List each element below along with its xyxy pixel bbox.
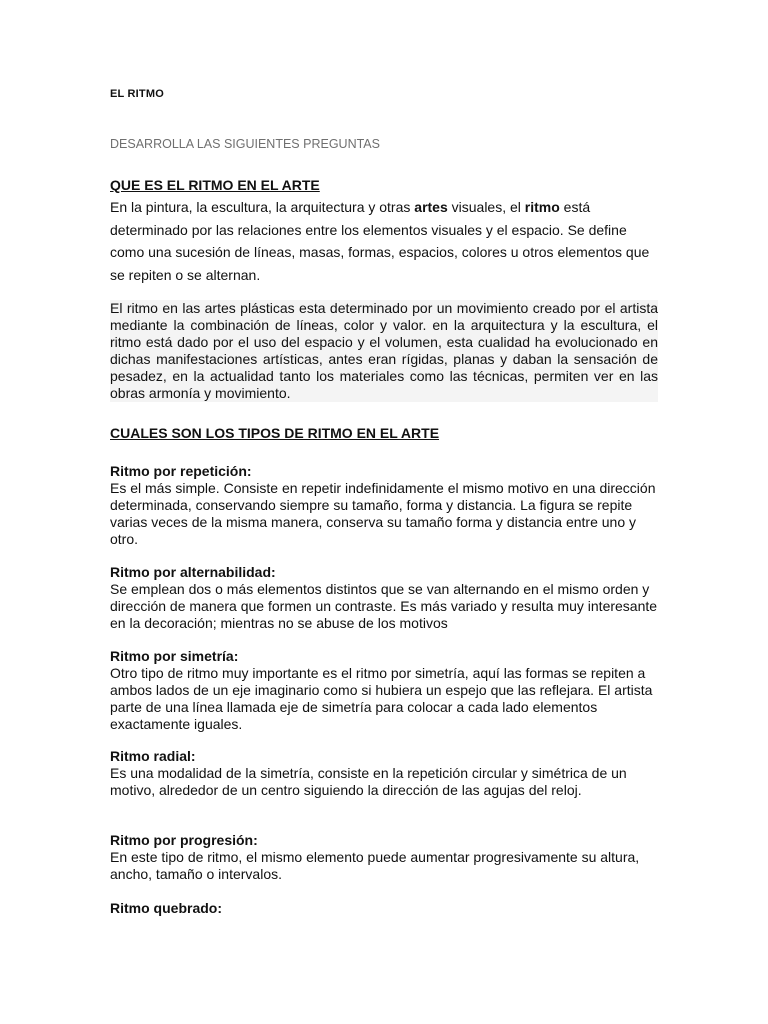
rhythm-type-body: Es una modalidad de la simetría, consiste en la repetición circular y simétrica de un motivo, alrededor de un centro siguiendo la dirección de las agujas del reloj. <box>110 765 627 798</box>
rhythm-type-heading: Ritmo por progresión: <box>110 832 258 848</box>
para1-text-3: está determinado por las relaciones entre los elementos visuales y el espacio. Se define como una sucesión de líneas, masas, formas, espacios, colores u otros elementos que se repiten o se alternan. <box>110 199 650 283</box>
rhythm-type-heading: Ritmo por simetría: <box>110 648 239 664</box>
rhythm-type-heading: Ritmo por repetición: <box>110 463 252 479</box>
answer-1-paragraph-1 <box>110 196 658 286</box>
rhythm-type-radial <box>110 748 658 799</box>
rhythm-type-heading: Ritmo quebrado: <box>110 900 222 916</box>
rhythm-type-progresion <box>110 832 658 883</box>
rhythm-type-body: Otro tipo de ritmo muy importante es el ritmo por simetría, aquí las formas se repiten a ambos lados de un eje imaginario como si hubiera un espejo que las reflejara. El artista parte de una línea llamada eje de simetría para colocar a cada lado elementos exactamente iguales. <box>110 665 653 732</box>
document-title: EL RITMO <box>110 88 164 100</box>
para1-text-1: En la pintura, la escultura, la arquitectura y otras <box>110 199 415 215</box>
rhythm-type-simetria <box>110 648 658 733</box>
para1-bold-ritmo: ritmo <box>524 199 560 215</box>
question-2-heading: CUALES SON LOS TIPOS DE RITMO EN EL ARTE <box>110 425 440 441</box>
rhythm-type-repeticion <box>110 463 658 548</box>
rhythm-type-body: Se emplean dos o más elementos distintos que se van alternando en el mismo orden y dirección de manera que formen un contraste. Es más variado y resulta muy interesante en la decoración; mientras no se abuse de los motivos <box>110 581 658 631</box>
rhythm-type-alternabilidad <box>110 564 658 632</box>
rhythm-type-body: En este tipo de ritmo, el mismo elemento puede aumentar progresivamente su altura, ancho, tamaño o intervalos. <box>110 849 640 882</box>
rhythm-type-heading: Ritmo radial: <box>110 748 196 764</box>
para1-text-2: visuales, el <box>447 199 525 215</box>
instruction-text: DESARROLLA LAS SIGUIENTES PREGUNTAS <box>110 137 380 151</box>
rhythm-type-quebrado <box>110 900 658 917</box>
rhythm-type-body: Es el más simple. Consiste en repetir indefinidamente el mismo motivo en una dirección determinada, conservando siempre su tamaño, forma y distancia. La figura se repite varias veces de la misma manera, conserva su tamaño forma y distancia entre uno y otro. <box>110 480 656 547</box>
rhythm-type-heading: Ritmo por alternabilidad: <box>110 564 276 580</box>
para1-bold-artes: artes <box>414 199 448 215</box>
answer-1-paragraph-2: El ritmo en las artes plásticas esta determinado por un movimiento creado por el artista mediante la combinación de líneas, color y valor. en la arquitectura y la escultura, el ritmo está dado por el uso del espacio y el volumen, esta cualidad ha evolucionado en dichas manifestaciones artísticas, antes eran rígidas, planas y daban la sensación de pesadez, en la actualidad tanto los materiales como las técnicas, permiten ver en las obras armonía y movimiento. <box>110 300 658 401</box>
question-1-heading: QUE ES EL RITMO EN EL ARTE <box>110 177 320 193</box>
